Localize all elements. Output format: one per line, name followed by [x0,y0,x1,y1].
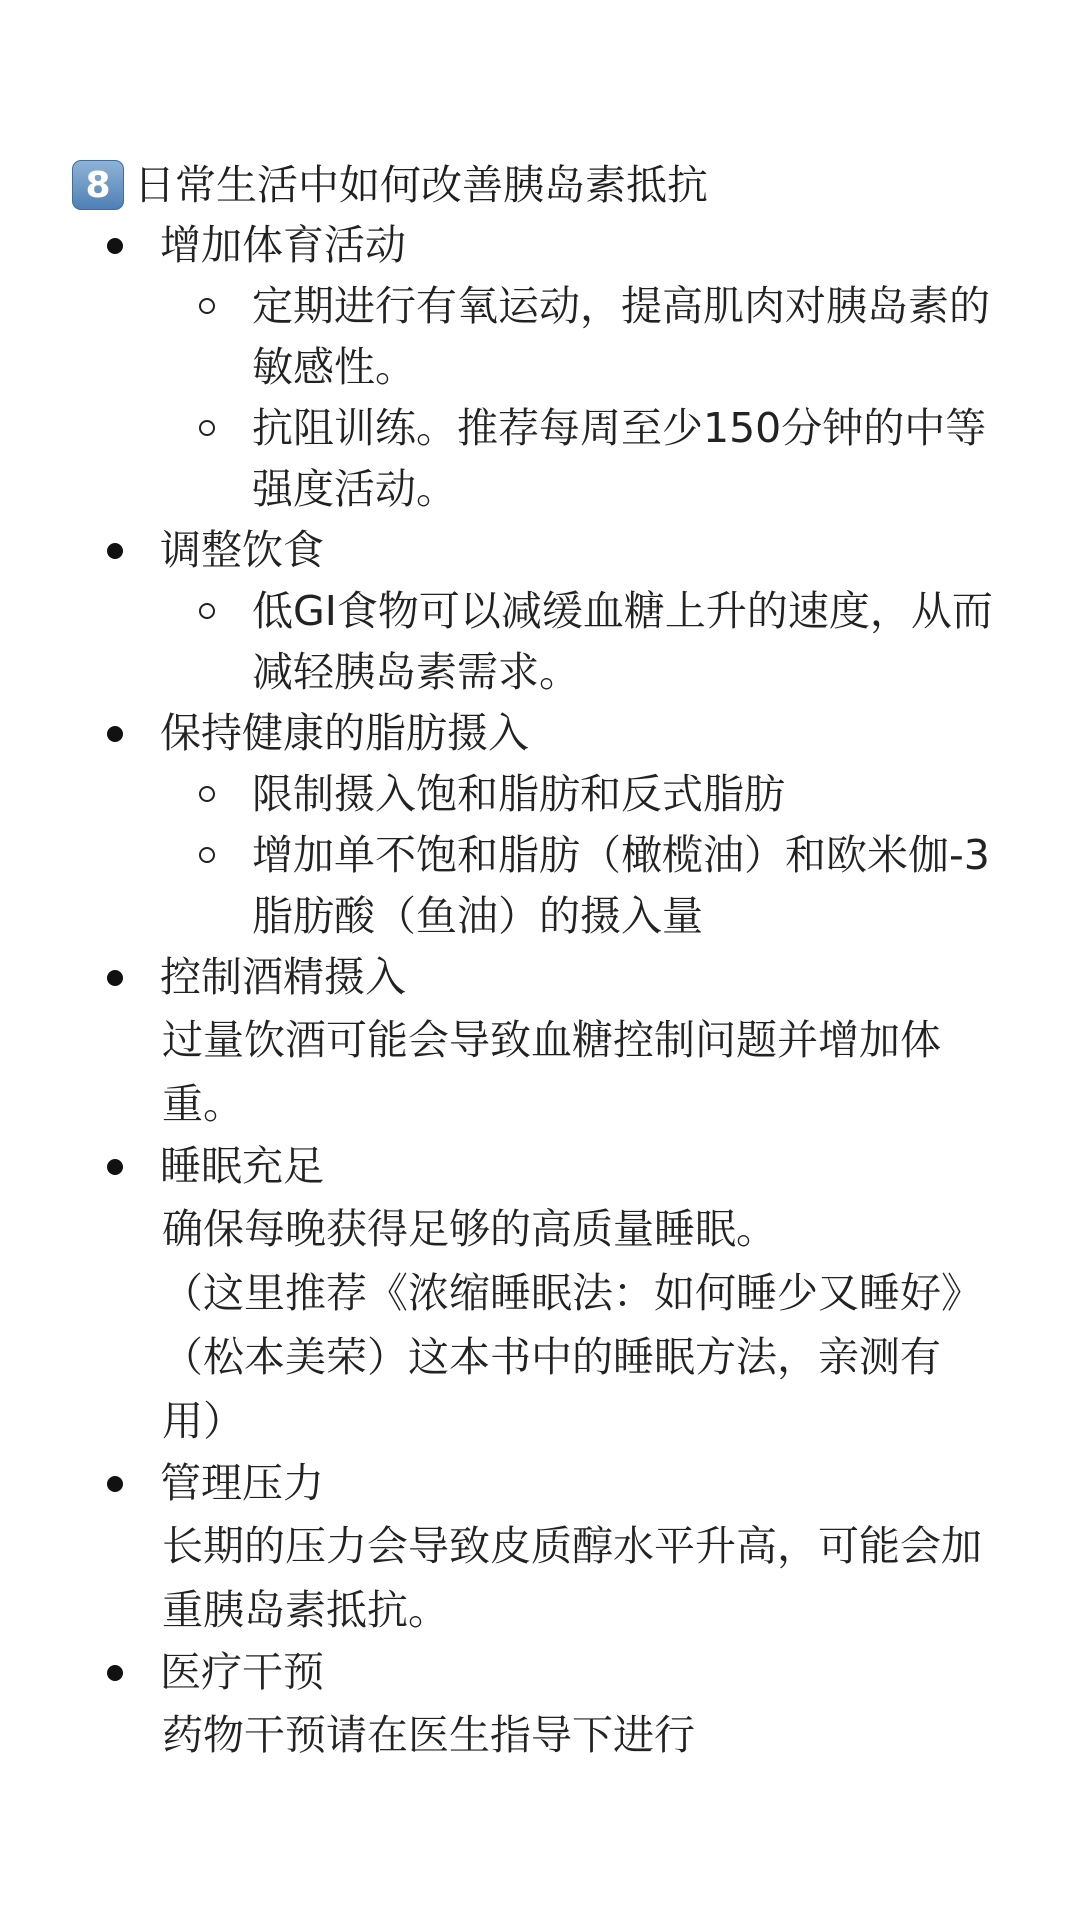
list-item [0,1642,1080,1767]
bullet-list [0,215,1080,1767]
page-title: 日常生活中如何改善胰岛素抵抗 [134,161,708,209]
number-eight-badge-icon: 8 [72,160,124,210]
list-item-heading: 调整饮食 [160,526,324,574]
sub-list-item-text: 限制摄入饱和脂肪和反式脂肪 [252,770,785,818]
hollow-bullet-icon [199,786,215,802]
bullet-icon [107,1159,123,1175]
list-item [0,703,1080,947]
hollow-bullet-icon [199,298,215,314]
list-item [0,215,1080,520]
list-item-heading: 管理压力 [160,1459,324,1507]
list-item-description: 药物干预请在医生指导下进行 [162,1711,695,1759]
list-item [0,947,1080,1136]
list-item-heading: 控制酒精摄入 [160,953,406,1001]
bullet-icon [107,543,123,559]
sub-list-item [0,276,1012,398]
sub-list-item [0,825,1012,947]
book-recommendation-note: （这里推荐《浓缩睡眠法：如何睡少又睡好》（松本美荣）这本书中的睡眠方法，亲测有用） [162,1269,982,1445]
list-item [0,1136,1080,1453]
list-item [0,1453,1080,1642]
bullet-icon [107,1665,123,1681]
list-item-description: 过量饮酒可能会导致血糖控制问题并增加体重。 [162,1016,941,1128]
list-item-heading: 保持健康的脂肪摄入 [160,709,529,757]
sub-list-item [0,581,1012,703]
list-item-heading: 睡眠充足 [160,1142,324,1190]
sub-list-item-text: 低GI食物可以减缓血糖上升的速度，从而减轻胰岛素需求。 [252,587,993,696]
list-item-description: 长期的压力会导致皮质醇水平升高，可能会加重胰岛素抵抗。 [162,1522,982,1634]
bullet-icon [107,970,123,986]
bullet-icon [107,238,123,254]
bullet-icon [107,1476,123,1492]
title-row [72,155,708,215]
list-item-description: 确保每晚获得足够的高质量睡眠。 [162,1205,777,1253]
list-item-heading: 医疗干预 [160,1648,324,1696]
list-item [0,520,1080,703]
hollow-bullet-icon [199,420,215,436]
sub-list-item [0,398,1012,520]
hollow-bullet-icon [199,847,215,863]
sub-list-item [0,764,1012,825]
hollow-bullet-icon [199,603,215,619]
sub-list-item-text: 定期进行有氧运动，提高肌肉对胰岛素的敏感性。 [252,282,990,391]
sub-list-item-text: 增加单不饱和脂肪（橄榄油）和欧米伽-3脂肪酸（鱼油）的摄入量 [252,831,990,940]
list-item-heading: 增加体育活动 [160,221,406,269]
bullet-icon [107,726,123,742]
sub-list-item-text: 抗阻训练。推荐每周至少150分钟的中等强度活动。 [252,404,987,513]
